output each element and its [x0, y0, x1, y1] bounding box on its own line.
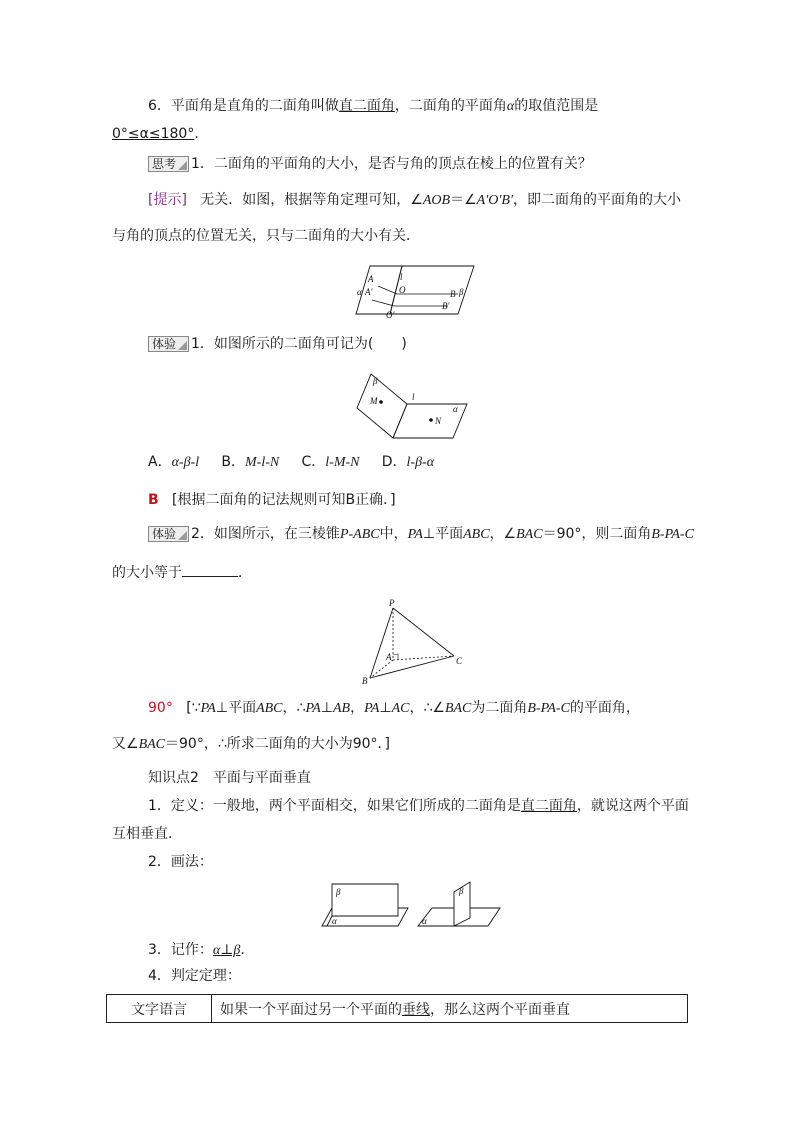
notation: 3．记作：α⊥β.	[148, 942, 245, 958]
table-row	[107, 995, 688, 1023]
label-beta-left: β	[336, 887, 341, 897]
think-hint: [提示] 无关．如图，根据等角定理可知，∠AOB＝∠A′O′B′，即二面角的平面角的大小	[148, 192, 682, 208]
think-hint-cont: 与角的顶点的位置无关，只与二面角的大小有关．	[112, 228, 420, 244]
figure-perpendicular-planes	[318, 878, 508, 930]
label-alpha: α	[357, 287, 362, 297]
label-B: B	[450, 289, 456, 299]
plane-beta-left	[332, 884, 398, 916]
label-beta: β	[459, 287, 464, 297]
point-N	[429, 418, 433, 422]
experience-2-answer-cont: 又∠BAC＝90°，∴所求二面角的大小为90°．]	[112, 736, 391, 752]
experience-2-answer: 90° [∵PA⊥平面ABC，∴PA⊥AB，PA⊥AC，∴∠BAC为二面角B-PA-C的平面角，	[148, 700, 640, 716]
experience-1-answer: B [根据二面角的记法规则可知B正确．]	[148, 492, 396, 508]
notation-value: α⊥β	[212, 943, 241, 958]
label-O: O	[399, 285, 406, 295]
angle-range: 0°≤α≤180°	[112, 126, 195, 142]
answer-blank	[182, 562, 238, 577]
label-alpha-2: α	[453, 404, 458, 414]
label-beta-right: β	[459, 886, 464, 896]
theorem-heading: 4．判定定理：	[148, 968, 241, 984]
theorem-table	[106, 994, 688, 1023]
label-l: l	[400, 272, 403, 282]
paragraph-6-cont: 0°≤α≤180°.	[112, 126, 199, 142]
label-beta-2: β	[373, 376, 378, 386]
experience-1-question: 体验 1．如图所示的二面角可记为( )	[148, 334, 407, 354]
figure-dihedral-l	[355, 372, 470, 440]
label-alpha-left: α	[332, 916, 337, 926]
definition: 1．定义：一般地，两个平面相交，如果它们所成的二面角是直二面角，就说这两个平面	[148, 798, 689, 814]
experience-tag: 体验	[148, 336, 189, 352]
label-alpha-right: α	[422, 916, 427, 926]
term-right-dihedral: 直二面角	[338, 98, 395, 114]
label-A-3: A	[386, 652, 392, 662]
experience-1-options: A．α-β-l B．M-l-N C．l-M-N D．l-β-α	[148, 454, 435, 470]
term-perpendicular-line: 垂线	[402, 1001, 430, 1018]
think-tag: 思考	[148, 156, 189, 172]
section-heading: 知识点2 平面与平面垂直	[148, 770, 311, 786]
drawing-method: 2．画法：	[148, 854, 213, 870]
label-C: C	[456, 656, 463, 666]
definition-cont: 互相垂直．	[112, 826, 182, 842]
label-P: P	[389, 598, 395, 608]
hint-tag: [提示]	[148, 192, 187, 208]
think-question: 思考 1．二面角的平面角的大小，是否与角的顶点在棱上的位置有关？	[148, 154, 592, 174]
answer-letter: B	[148, 492, 159, 508]
label-l-2: l	[412, 392, 415, 402]
figure-tetrahedron	[358, 598, 468, 688]
paragraph-6: 6．平面角是直角的二面角叫做直二面角，二面角的平面角α的取值范围是	[148, 98, 599, 114]
figure-dihedral-angle	[350, 262, 475, 322]
label-A-prime: A′	[365, 287, 373, 297]
plane-alpha	[356, 266, 402, 314]
experience-tag-2: 体验	[148, 526, 189, 542]
point-M	[379, 400, 383, 404]
label-M: M	[370, 396, 378, 406]
label-A: A	[368, 274, 374, 284]
label-O-prime: O′	[386, 310, 395, 320]
experience-2-question-cont: 的大小等于 ．	[112, 562, 252, 583]
table-cell-content: 如果一个平面过另一个平面的垂线，那么这两个平面垂直	[212, 995, 688, 1023]
plane-beta-2	[357, 374, 407, 438]
answer-value: 90°	[148, 700, 173, 716]
label-B-prime: B′	[442, 301, 450, 311]
term-right-dihedral-2: 直二面角	[520, 798, 577, 814]
label-N: N	[435, 416, 442, 426]
label-B-3: B	[362, 676, 368, 686]
experience-2-question: 体验 2．如图所示，在三棱锥P-ABC中，PA⊥平面ABC，∠BAC＝90°，则二面角B-PA-C	[148, 524, 694, 545]
table-cell-header: 文字语言	[107, 995, 212, 1023]
